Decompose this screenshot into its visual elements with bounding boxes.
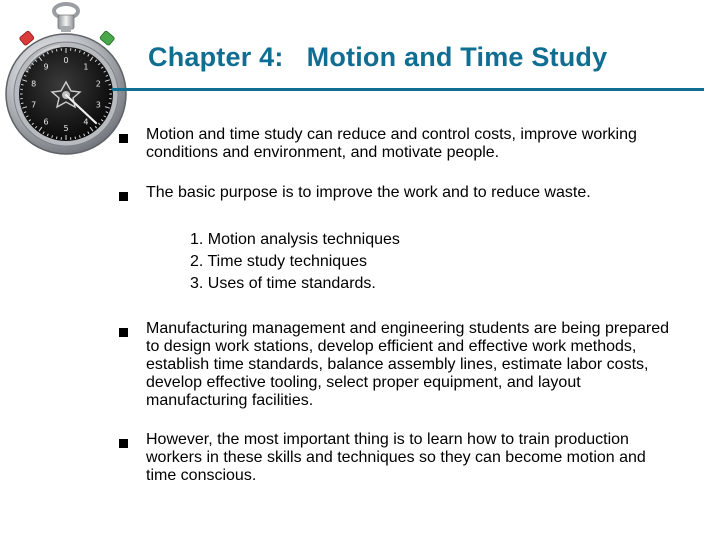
dial-number: 7 (31, 100, 37, 110)
bullet-text: However, the most important thing is to learn how to train production workers in these skills and techniques so they can become motion and time conscious. (146, 431, 646, 484)
dial-number: 5 (63, 124, 69, 133)
bullet-text: Manufacturing management and engineering students are being prepared to design work stations, develop efficient and effective work methods, establish time standards, balance assembly lines, estimate labor costs, develop effective tooling, select proper equipment, and layout manufacturing facilities. (146, 320, 670, 409)
bullet-item (119, 431, 679, 485)
dial-number: 4 (83, 117, 89, 127)
bullet-item (119, 320, 679, 410)
sub-list-item: 1. Motion analysis techniques (190, 231, 400, 248)
dial-number: 9 (43, 62, 49, 72)
slide-title: Chapter 4: Motion and Time Study (148, 42, 608, 72)
sub-list-item: 2. Time study techniques (190, 253, 367, 270)
dial-number: 3 (95, 100, 101, 110)
square-bullet-icon (119, 130, 128, 139)
bullet-item (119, 126, 679, 162)
dial-number: 0 (63, 56, 69, 65)
dial-number: 6 (43, 117, 49, 127)
bullet-text: Motion and time study can reduce and control costs, improve working conditions and environment, and motivate people. (146, 126, 637, 161)
square-bullet-icon (119, 435, 128, 444)
bullet-item (119, 184, 679, 202)
dial-number: 1 (83, 62, 89, 72)
dial-number: 2 (95, 79, 101, 89)
square-bullet-icon (119, 188, 128, 197)
dial-number: 8 (31, 79, 37, 89)
square-bullet-icon (119, 324, 128, 333)
sub-list-item: 3. Uses of time standards. (190, 275, 376, 292)
bullet-text: The basic purpose is to improve the work and to reduce waste. (146, 184, 591, 201)
